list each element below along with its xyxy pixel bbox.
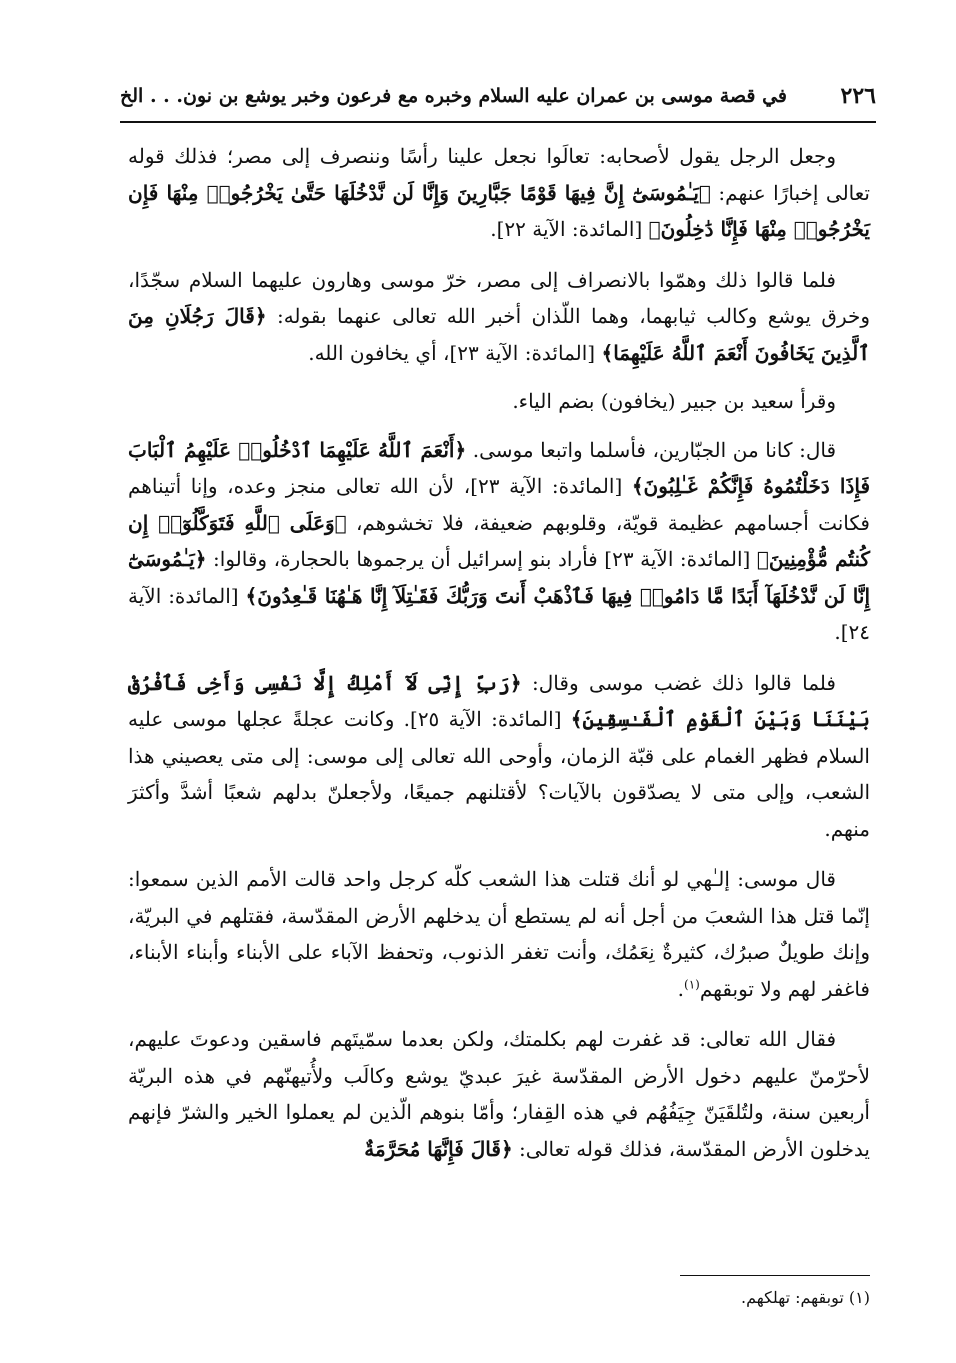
paragraph [128, 861, 870, 1007]
quran-verse: ﴿يَـٰمُوسَىٰٓ إِنَّا لَن نَّدْخُلَهَآ أَبَدًا مَّا دَامُوا۟ فِيهَا فَٱذْهَبْ أَنتَ وَرَبُّكَ فَقَـٰتِلَآ إِنَّا هَـٰهُنَا قَـٰعِدُونَ﴾ [128, 547, 871, 608]
paragraph-text: [المائدة: الآية ٢٣]، أي يخافون الله. [308, 340, 602, 365]
page-header [120, 78, 876, 114]
paragraph-text: وقرأ سعيد بن جبير (يخافون) بضم الياء. [512, 389, 836, 413]
paragraph [128, 262, 870, 372]
quran-verse: ﴿قَالَ رَجُلَانِ مِنَ ٱلَّذِينَ يَخَافُونَ أَنْعَمَ ٱللَّهُ عَلَيْهِمَا﴾ [128, 304, 870, 365]
paragraph-text: فقال الله تعالى: قد غفرت لهم بكلمتك، ولكن بعدما سمّيتَهم فاسقين ودعوتَ عليهم، لأحرّمنّ عليهم دخول الأرض المقدّسة غيرَ عبديّ يوشع وكالَب ولأُتيهنّهم في هذه البريّة أربعين سنة، ولتُلقَيَنّ جِيَفُهُم في هذه القِفار؛ وأمّا بنوهم الّذين لم يعملوا الخير والشرّ فإنهم يدخلون الأرض المقدّسة، فذلك قوله تعالى: [128, 1027, 870, 1161]
main-text [128, 138, 870, 1183]
paragraph-text: [المائدة: الآية ٢٥]. وكانت عجلةً عجلها موسى عليه السلام فظهر الغمام على قبّة الزمان، وأوحى الله تعالى إلى موسى: إلى متى يعصيني هذا الشعب، وإلى متى لا يصدّقون بالآيات؟ لأقتلنهم جميعًا، ولأجعلنّ بدلهم شعبًا أشدَّ وأكثرَ منهم. [128, 707, 870, 841]
page-number: ٢٢٦ [840, 83, 876, 109]
footnote-rule [680, 1275, 870, 1276]
quran-verse: ﴿أَنْعَمَ ٱللَّهُ عَلَيْهِمَا ٱدْخُلُوا۟ عَلَيْهِمُ ٱلْبَابَ فَإِذَا دَخَلْتُمُوهُ فَإِنَّكُمْ غَـٰلِبُونَ﴾ [128, 437, 871, 498]
paragraph-text: [المائدة: الآية ٢٢]. [490, 217, 649, 241]
paragraph-text: قال: كانا من الجبّارين، فأسلما واتبعا موسى. [466, 437, 837, 462]
quran-verse: ﴿وَعَلَى ٱللَّهِ فَتَوَكَّلُوٓا۟ إِن كُنتُم مُّؤْمِنِينَ﴾ [128, 510, 871, 571]
paragraph [128, 1021, 870, 1167]
header-rule [120, 121, 876, 123]
paragraph-text: [المائدة: الآية ٢٣] فأراد بنو إسرائيل أن يرجموها بالحجارة، وقالوا: [206, 547, 757, 571]
paragraph-text: قال موسى: إلـٰهي لو أنك قتلت هذا الشعب كلّه كرجل واحد قالت الأمم الذين سمعوا: إنّما قتل هذا الشعبَ من أجل أنه لم يستطع أن يدخلهم الأرض المقدّسة، فقتلهم في البريّة، وإنك طويلٌ صبرُك، كثيرةٌ نِعَمُك، وأنت تغفر الذنوب، وتحفظ الآباء على الأبناء وأبناء الأبناء، فاغفر لهم ولا توبقهم [128, 867, 870, 1001]
paragraph [128, 138, 870, 248]
paragraph-text: [المائدة: الآية ٢٣]، لأن الله تعالى منجز وعده، وإنا أتيناهم فكانت أجسامهم عظيمة قويّة، وقلوبهم ضعيفة، فلا تخشوهم، [128, 474, 870, 535]
quran-verse: ﴿يَـٰمُوسَىٰٓ إِنَّ فِيهَا قَوْمًا جَبَّارِينَ وَإِنَّا لَن نَّدْخُلَهَا حَتَّىٰ يَخْرُجُوا۟ مِنْهَا فَإِن يَخْرُجُوا۟ مِنْهَا فَإِنَّا دَٰخِلُونَ﴾ [128, 180, 870, 241]
running-title: في قصة موسى بن عمران عليه السلام وخبره مع فرعون وخبر يوشع بن نون. . . الخ [120, 85, 788, 107]
quran-verse: ﴿رَبِّ إِنِّى لَآ أَمْلِكُ إِلَّا نَفْسِى وَأَخِى فَٱفْرُقْ بَيْنَنَا وَبَيْنَ ٱلْقَوْمِ ٱلْفَـٰسِقِينَ﴾ [128, 670, 870, 731]
paragraph-text: وجعل الرجل يقول لأصحابه: تعالَوا نجعل علينا رأسًا وننصرف إلى مصر؛ فذلك قوله تعالى إخبارًا عنهم: [128, 144, 870, 205]
paragraph-text: فلما قالوا ذلك وهمّوا بالانصراف إلى مصر، خرّ موسى وهارون عليهما السلام سجّدًا، وخرق يوشع وكالب ثيابهما، وهما اللّذان أخبر الله تعالى عنهما بقوله: [128, 267, 870, 328]
paragraph-text: فلما قالوا ذلك غضب موسى وقال: [521, 670, 836, 695]
footnote-reference: (١) [684, 976, 700, 991]
paragraph-text: . [677, 976, 685, 1001]
footnote: (١) توبقهم: تهلكهم. [740, 1288, 870, 1307]
quran-verse: ﴿قَالَ فَإِنَّهَا مُحَرَّمَةٌ [364, 1136, 513, 1161]
paragraph [128, 665, 870, 848]
paragraph [128, 383, 870, 420]
paragraph [128, 432, 870, 651]
paragraph-text: [المائدة: الآية ٢٤]. [128, 583, 870, 644]
